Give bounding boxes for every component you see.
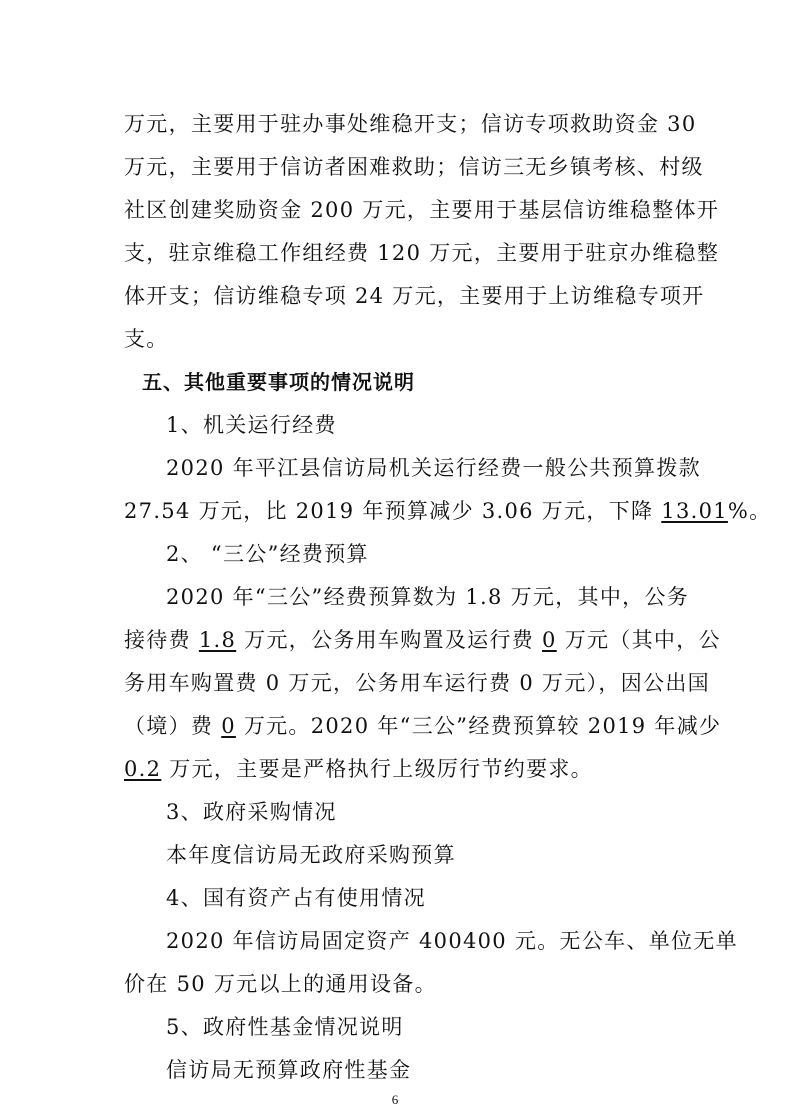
paragraph-line: 体开支；信访维稳专项 24 万元，主要用于上访维稳专项开 bbox=[124, 284, 705, 308]
text-run: 万元。2020 年“三公”经费预算较 2019 年减少 bbox=[235, 714, 722, 738]
section-heading: 五、其他重要事项的情况说明 bbox=[142, 370, 415, 394]
paragraph-line bbox=[124, 626, 721, 654]
text-run: 万元，公务用车购置及运行费 bbox=[236, 628, 543, 652]
paragraph-line: 价在 50 万元以上的通用设备。 bbox=[124, 972, 437, 996]
text-run: %。 bbox=[727, 499, 772, 523]
underlined-value: 13.01 bbox=[661, 499, 728, 523]
paragraph-line bbox=[124, 497, 772, 525]
underlined-value: 0 bbox=[221, 714, 236, 738]
paragraph-line bbox=[124, 755, 684, 783]
underlined-value: 0.2 bbox=[124, 757, 162, 781]
item-title: 5、政府性基金情况说明 bbox=[166, 1015, 404, 1039]
item-title: 2、 “三公”经费预算 bbox=[166, 542, 369, 566]
text-run: 万元（其中，公 bbox=[556, 628, 721, 652]
paragraph-line: 务用车购置费 0 万元，公务用车运行费 0 万元），因公出国 bbox=[124, 671, 710, 695]
text-run: 万元，主要是严格执行上级厉行节约要求。 bbox=[161, 757, 593, 781]
underlined-value: 0 bbox=[542, 628, 557, 652]
paragraph-line bbox=[124, 712, 722, 740]
paragraph-line: 2020 年信访局固定资产 400400 元。无公车、单位无单 bbox=[166, 929, 738, 953]
paragraph-line: 支。 bbox=[124, 327, 169, 351]
paragraph-line: 2020 年平江县信访局机关运行经费一般公共预算拨款 bbox=[166, 456, 701, 480]
paragraph-line: 本年度信访局无政府采购预算 bbox=[166, 843, 456, 867]
paragraph-line: 社区创建奖励资金 200 万元，主要用于基层信访维稳整体开 bbox=[124, 198, 720, 222]
paragraph-line: 万元，主要用于信访者困难救助；信访三无乡镇考核、村级 bbox=[124, 155, 704, 179]
paragraph-line: 支，驻京维稳工作组经费 120 万元，主要用于驻京办维稳整 bbox=[124, 241, 720, 265]
text-run: 接待费 bbox=[124, 628, 199, 652]
item-title: 3、政府采购情况 bbox=[166, 800, 337, 824]
page-number: 6 bbox=[391, 1092, 399, 1107]
paragraph-line: 2020 年“三公”经费预算数为 1.8 万元，其中，公务 bbox=[166, 585, 690, 609]
paragraph-line: 万元，主要用于驻办事处维稳开支；信访专项救助资金 30 bbox=[124, 112, 697, 136]
text-run: （境）费 bbox=[124, 714, 222, 738]
text-run: 27.54 万元，比 2019 年预算减少 3.06 万元，下降 bbox=[124, 499, 662, 523]
item-title: 4、国有资产占有使用情况 bbox=[166, 886, 426, 910]
paragraph-line: 信访局无预算政府性基金 bbox=[166, 1058, 412, 1082]
item-title: 1、机关运行经费 bbox=[166, 413, 337, 437]
underlined-value: 1.8 bbox=[198, 628, 237, 652]
